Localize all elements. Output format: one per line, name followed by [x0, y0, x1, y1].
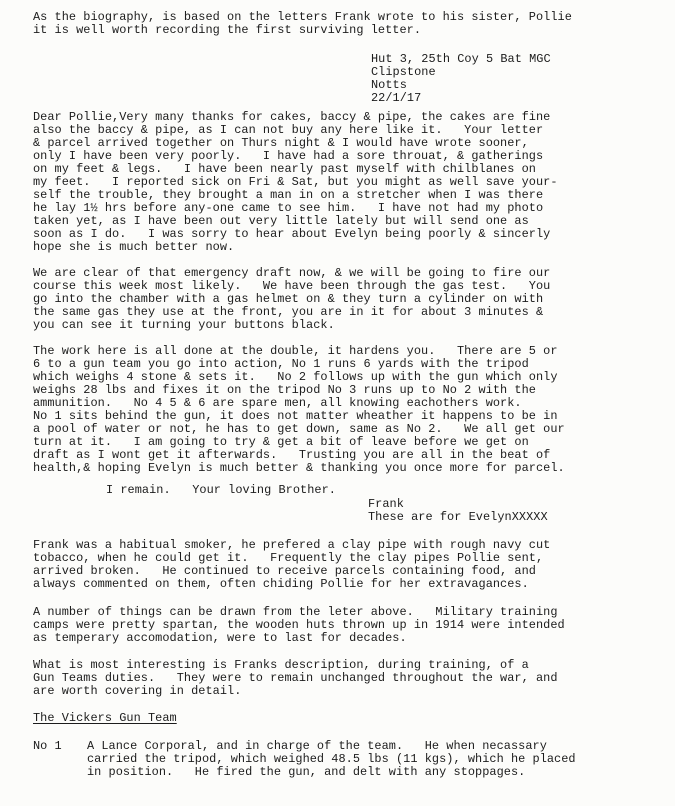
letter-line: The work here is all done at the double, it hardens you. There are 5 or	[33, 344, 558, 358]
letter-line: also the baccy & pipe, as I can not buy any here like it. Your letter	[33, 123, 544, 137]
narrative-line: camps were pretty spartan, the wooden huts thrown up in 1914 were intended	[33, 618, 565, 632]
letter-line: you can see it turning your buttons black.	[33, 318, 335, 332]
signature-line: Frank	[368, 497, 404, 511]
narrative-line: Gun Teams duties. They were to remain unchanged throughout the war, and	[33, 671, 558, 685]
narrative-line: A number of things can be drawn from the leter above. Military training	[33, 605, 558, 619]
team-member-label: No 1	[33, 739, 62, 753]
address-line: 22/1/17	[371, 91, 422, 105]
address-line: Hut 3, 25th Coy 5 Bat MGC	[371, 52, 551, 66]
letter-closing: I remain. Your loving Brother.	[106, 483, 336, 497]
narrative-line: Frank was a habitual smoker, he prefered a clay pipe with rough navy cut	[33, 538, 551, 552]
letter-line: go into the chamber with a gas helmet on & they turn a cylinder on with	[33, 292, 544, 306]
letter-line: We are clear of that emergency draft now, & we will be going to fire our	[33, 266, 551, 280]
narrative-line: What is most interesting is Franks description, during training, of a	[33, 658, 529, 672]
signature-line: These are for EvelynXXXXX	[368, 510, 548, 524]
address-line: Clipstone	[371, 65, 436, 79]
letter-line: he lay 1½ hrs before any-one came to see him. I have not had my photo	[33, 201, 544, 215]
letter-line: a pool of water or not, he has to get down, same as No 2. We all get our	[33, 422, 565, 436]
address-line: Notts	[371, 78, 407, 92]
narrative-line: tobacco, when he could get it. Frequently the clay pipes Pollie sent,	[33, 551, 544, 565]
narrative-line: are worth covering in detail.	[33, 684, 242, 698]
letter-line: on my feet & legs. I have been nearly past myself with chilblanes on	[33, 162, 536, 176]
letter-line: health,& hoping Evelyn is much better & thanking you once more for parcel.	[33, 461, 565, 475]
letter-line: my feet. I reported sick on Fri & Sat, but you might as well save your-	[33, 175, 558, 189]
letter-line: ammunition. No 4 5 & 6 are spare men, all knowing eachothers work.	[33, 396, 522, 410]
letter-line: taken yet, as I have been out very little lately but will send one as	[33, 214, 529, 228]
team-member-text: in position. He fired the gun, and delt with any stoppages.	[87, 765, 526, 779]
letter-line: course this week most likely. We have been through the gas test. You	[33, 279, 551, 293]
team-member-text: carried the tripod, which weighed 48.5 lbs (11 kgs), which he placed	[87, 752, 576, 766]
section-heading: The Vickers Gun Team	[33, 711, 177, 725]
letter-line: self the trouble, they brought a man in on a stretcher when I was there	[33, 188, 544, 202]
letter-line: 6 to a gun team you go into action, No 1 runs 6 yards with the tripod	[33, 357, 529, 371]
letter-line: hope she is much better now.	[33, 240, 235, 254]
letter-line: No 1 sits behind the gun, it does not matter wheather it happens to be in	[33, 409, 558, 423]
letter-line: which weighs 4 stone & sets it. No 2 follows up with the gun which only	[33, 370, 558, 384]
letter-line: draft as I wont get it afterwards. Trusting you are all in the beat of	[33, 448, 551, 462]
intro-line: As the biography, is based on the letters Frank wrote to his sister, Pollie	[33, 10, 572, 24]
letter-line: & parcel arrived together on Thurs night & I would have wrote sooner,	[33, 136, 529, 150]
team-member-text: A Lance Corporal, and in charge of the team. He when necassary	[87, 739, 547, 753]
letter-line: Dear Pollie,Very many thanks for cakes, baccy & pipe, the cakes are fine	[33, 110, 551, 124]
letter-line: turn at it. I am going to try & get a bit of leave before we get on	[33, 435, 529, 449]
intro-line: it is well worth recording the first surviving letter.	[33, 23, 422, 37]
narrative-line: as temperary accomodation, were to last for decades.	[33, 631, 407, 645]
letter-line: weighs 28 lbs and fixes it on the tripod No 3 runs up to No 2 with the	[33, 383, 536, 397]
letter-line: soon as I do. I was sorry to hear about Evelyn being poorly & sincerly	[33, 227, 551, 241]
letter-line: the same gas they use at the front, you are in it for about 3 minutes &	[33, 305, 544, 319]
letter-line: only I have been very poorly. I have had a sore throuat, & gatherings	[33, 149, 544, 163]
narrative-line: always commented on them, often chiding Pollie for her extravagances.	[33, 577, 529, 591]
narrative-line: arrived broken. He continued to receive parcels containing food, and	[33, 564, 536, 578]
